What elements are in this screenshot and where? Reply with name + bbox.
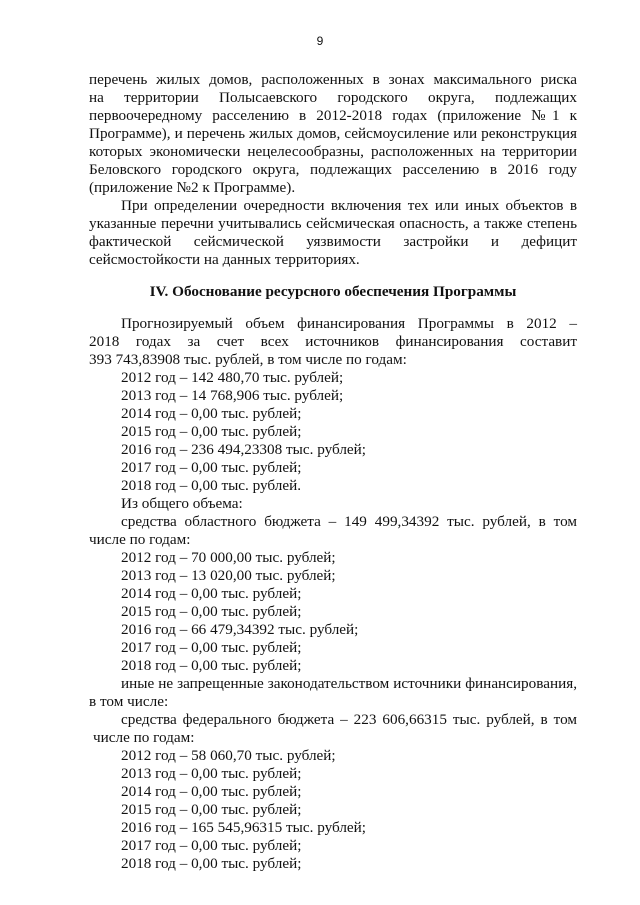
paragraph-line: Беловского городского округа, подлежащих расселению в 2016 году (89, 161, 577, 178)
paragraph-line: первоочередному расселению в 2012-2018 годах (приложение №1 к (89, 107, 577, 124)
list-item: 2014 год – 0,00 тыс. рублей; (121, 585, 302, 602)
paragraph-line: Программе), и перечень жилых домов, сейсмоусиление или реконструкция (89, 125, 577, 142)
list-item: 2013 год – 0,00 тыс. рублей; (121, 765, 302, 782)
list-item: 2012 год – 70 000,00 тыс. рублей; (121, 549, 336, 566)
paragraph-line: перечень жилых домов, расположенных в зонах максимального риска (89, 71, 577, 88)
paragraph-line: указанные перечни учитывались сейсмическая опасность, а также степень (89, 215, 577, 232)
list-item: 2013 год – 14 768,906 тыс. рублей; (121, 387, 344, 404)
list-item: 2018 год – 0,00 тыс. рублей; (121, 855, 302, 872)
paragraph-line: в том числе: (89, 693, 169, 710)
list-item: 2017 год – 0,00 тыс. рублей; (121, 459, 302, 476)
section-heading: IV. Обоснование ресурсного обеспечения Программы (149, 283, 517, 300)
paragraph-line: фактической сейсмической уязвимости застройки и дефицит (89, 233, 577, 250)
list-item: 2012 год – 58 060,70 тыс. рублей; (121, 747, 336, 764)
paragraph-line: 393 743,83908 тыс. рублей, в том числе по годам: (89, 351, 407, 368)
paragraph-line: на территории Полысаевского городского округа, подлежащих (89, 89, 577, 106)
list-item: 2016 год – 236 494,23308 тыс. рублей; (121, 441, 366, 458)
list-item: 2015 год – 0,00 тыс. рублей; (121, 423, 302, 440)
paragraph-line: Прогнозируемый объем финансирования Программы в 2012 – (121, 315, 577, 332)
list-item: 2018 год – 0,00 тыс. рублей; (121, 657, 302, 674)
paragraph-line: числе по годам: (93, 729, 195, 746)
paragraph-line: сейсмостойкости на данных территориях. (89, 251, 360, 268)
paragraph-line: При определении очередности включения тех или иных объектов в (121, 197, 577, 214)
paragraph-line: (приложение №2 к Программе). (89, 179, 296, 196)
list-item: 2015 год – 0,00 тыс. рублей; (121, 603, 302, 620)
paragraph-line: средства областного бюджета – 149 499,34392 тыс. рублей, в том (121, 513, 577, 530)
paragraph-line: 2018 годах за счет всех источников финансирования составит (89, 333, 577, 350)
paragraph-line: которых экономически нецелесообразны, расположенных на территории (89, 143, 577, 160)
list-item: 2012 год – 142 480,70 тыс. рублей; (121, 369, 344, 386)
paragraph-line: числе по годам: (89, 531, 191, 548)
list-item: 2017 год – 0,00 тыс. рублей; (121, 639, 302, 656)
page-number: 9 (316, 34, 324, 48)
list-item: 2015 год – 0,00 тыс. рублей; (121, 801, 302, 818)
list-item: 2013 год – 13 020,00 тыс. рублей; (121, 567, 336, 584)
list-item: 2016 год – 165 545,96315 тыс. рублей; (121, 819, 366, 836)
list-item: 2018 год – 0,00 тыс. рублей. (121, 477, 302, 494)
list-item: 2016 год – 66 479,34392 тыс. рублей; (121, 621, 359, 638)
list-item: 2014 год – 0,00 тыс. рублей; (121, 783, 302, 800)
list-item: 2017 год – 0,00 тыс. рублей; (121, 837, 302, 854)
paragraph-line: средства федерального бюджета – 223 606,66315 тыс. рублей, в том (121, 711, 577, 728)
list-item: 2014 год – 0,00 тыс. рублей; (121, 405, 302, 422)
paragraph-line: иные не запрещенные законодательством источники финансирования, (121, 675, 577, 692)
paragraph-line: Из общего объема: (121, 495, 243, 512)
